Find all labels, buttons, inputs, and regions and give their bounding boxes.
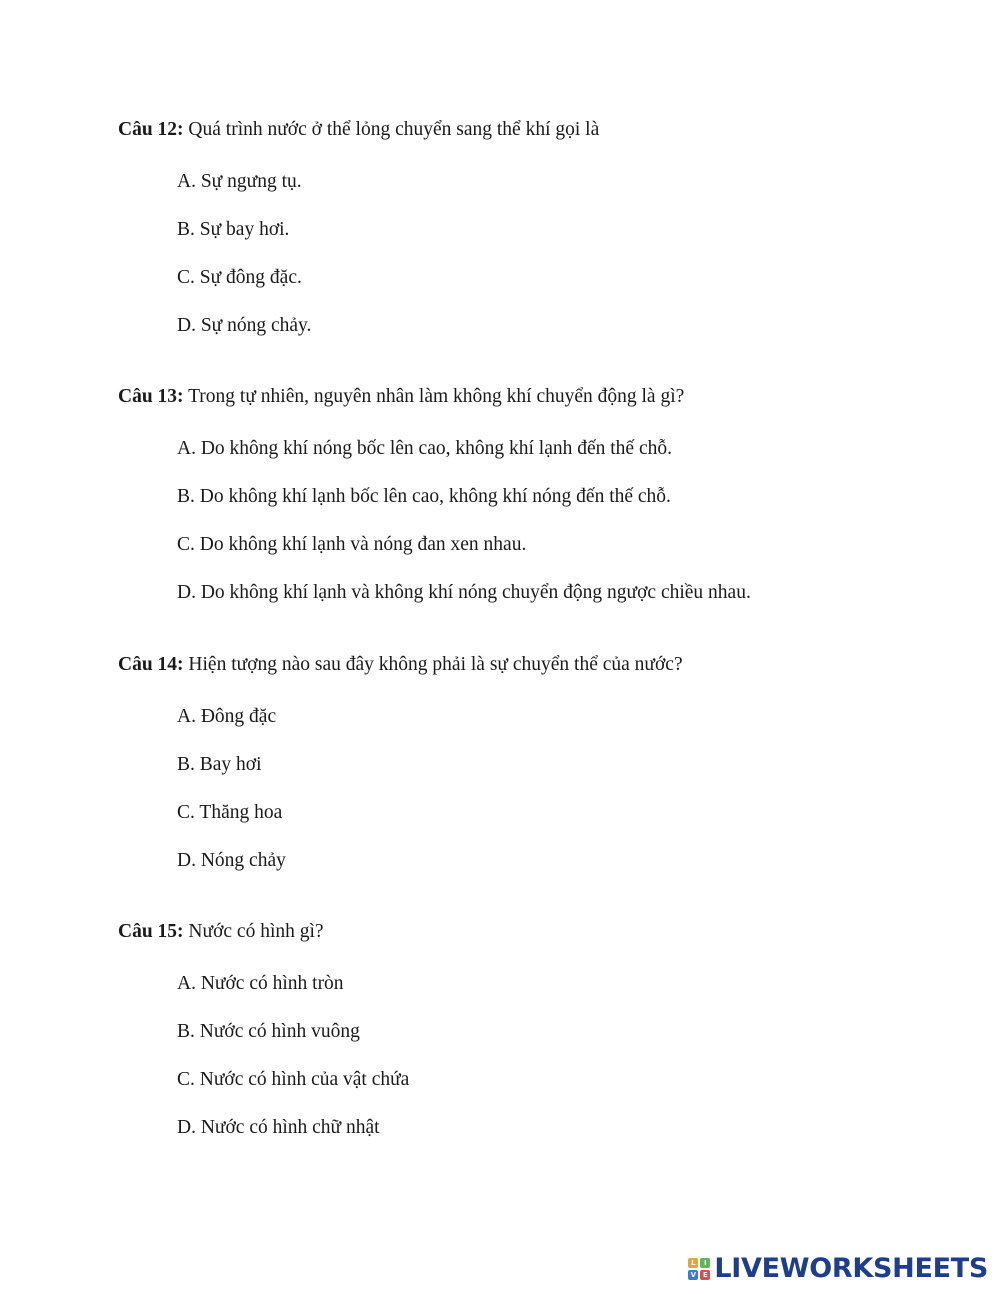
option-a[interactable]: A. Nước có hình tròn — [177, 973, 344, 994]
question-text: Quá trình nước ở thể lỏng chuyển sang thể khí gọi là — [183, 119, 600, 140]
option-b[interactable]: B. Sự bay hơi. — [177, 219, 290, 240]
question-stem — [118, 920, 978, 944]
option-c[interactable]: C. Sự đông đặc. — [177, 267, 302, 288]
option-b[interactable]: B. Bay hơi — [177, 754, 262, 775]
question-label: Câu 15: — [118, 921, 184, 942]
option-a[interactable]: A. Đông đặc — [177, 706, 277, 727]
option-c[interactable]: C. Thăng hoa — [177, 802, 283, 823]
option-b[interactable]: B. Nước có hình vuông — [177, 1021, 360, 1042]
option-c[interactable]: C. Do không khí lạnh và nóng đan xen nhau. — [177, 534, 527, 555]
logo-mark-letter: L — [688, 1258, 698, 1268]
question-text: Nước có hình gì? — [183, 921, 324, 942]
option-b[interactable]: B. Do không khí lạnh bốc lên cao, không khí nóng đến thế chỗ. — [177, 486, 671, 507]
question-stem — [118, 118, 978, 142]
logo-mark-letter: E — [700, 1270, 710, 1280]
question-text: Trong tự nhiên, nguyên nhân làm không khí chuyển động là gì? — [183, 386, 685, 407]
option-c[interactable]: C. Nước có hình của vật chứa — [177, 1069, 410, 1090]
question-label: Câu 13: — [118, 386, 184, 407]
option-d[interactable]: D. Nóng chảy — [177, 850, 286, 871]
question-stem — [118, 653, 978, 677]
question-14 — [118, 653, 978, 871]
option-d[interactable]: D. Nước có hình chữ nhật — [177, 1117, 380, 1138]
logo-mark-letter: V — [688, 1270, 698, 1280]
question-13 — [118, 385, 978, 603]
question-text: Hiện tượng nào sau đây không phải là sự chuyển thể của nước? — [183, 654, 683, 675]
question-label: Câu 14: — [118, 654, 184, 675]
logo-text: LIVEWORKSHEETS — [714, 1253, 988, 1284]
liveworksheets-logo — [688, 1254, 988, 1284]
option-d[interactable]: D. Sự nóng chảy. — [177, 315, 312, 336]
option-d[interactable]: D. Do không khí lạnh và không khí nóng chuyển động ngược chiều nhau. — [177, 582, 751, 603]
question-label: Câu 12: — [118, 119, 184, 140]
option-a[interactable]: A. Sự ngưng tụ. — [177, 171, 302, 192]
question-15 — [118, 920, 978, 1138]
logo-mark-icon — [688, 1258, 710, 1280]
logo-mark-letter: I — [700, 1258, 710, 1268]
question-12 — [118, 118, 978, 336]
question-stem — [118, 385, 978, 409]
option-a[interactable]: A. Do không khí nóng bốc lên cao, không khí lạnh đến thế chỗ. — [177, 438, 672, 459]
